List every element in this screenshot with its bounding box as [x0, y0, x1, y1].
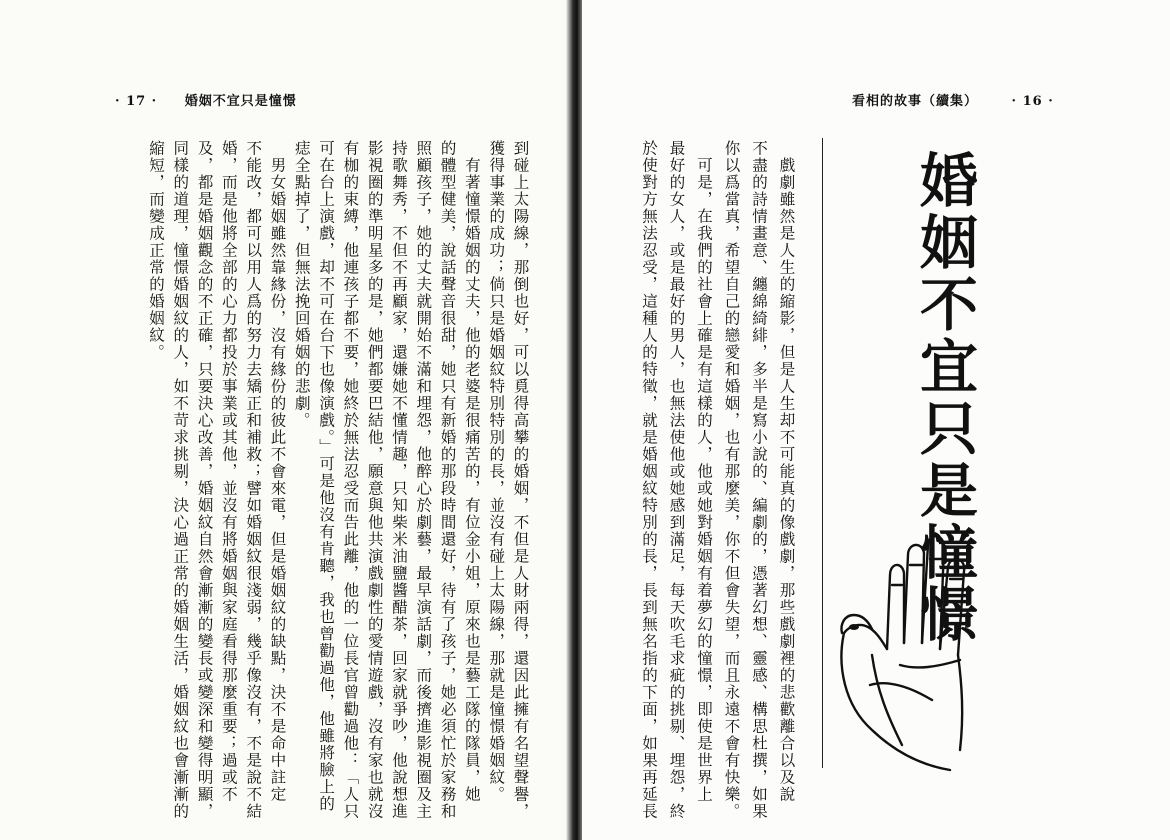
left-page-number: 17: [126, 94, 147, 109]
chapter-title-rule: [822, 138, 823, 768]
right-page-number: 16: [1022, 94, 1043, 109]
text-column: 你以爲當真，希望自己的戀愛和婚姻，也有那麼美，你不但會失望，而且永遠不會有快樂。: [722, 140, 741, 820]
left-page: [0, 0, 570, 840]
palm-illustration: [832, 515, 982, 775]
text-column: 痣全點掉了，但無法挽回婚姻的悲劇。: [292, 140, 311, 429]
text-column: 不能改，都可以用人爲的努力去矯正和補救；譬如婚姻紋很淺弱，幾乎像沒有，不是說不結: [244, 140, 263, 820]
text-column: 縮短，而變成正常的婚姻紋。: [147, 140, 165, 361]
text-column: 最好的女人，或是最好的男人，也無法使他或她感到滿足，每天吹毛求疵的挑剔、埋怨，終: [667, 140, 686, 820]
text-column: 婚，而是他將全部的心力都投於事業或其他，並沒有將婚姻與家庭看得那麼重要；過或不: [219, 140, 238, 803]
text-column: 的體型健美，說話聲音很甜，她只有新婚的那段時間還好，待有了孩子，她必須忙於家務和: [438, 140, 457, 820]
text-column: 持歌舞秀，不但不再顧家，還嫌她不懂情趣，只知柴米油鹽醬醋茶，回家就爭吵，他說想進: [390, 140, 408, 820]
left-running-title: 婚姻不宜只是憧憬: [184, 94, 297, 109]
text-column: 及，都是婚姻觀念的不正確，只要決心改善，婚姻紋自然會漸漸的變長或變深和變得明顯，: [195, 140, 214, 820]
text-column: 到碰上太陽線，那倒也好，可以覓得高攀的婚姻，不但是人財兩得，還因此擁有名望聲譽，: [511, 140, 530, 820]
left-page-header: · 17 · 婚姻不宜只是憧憬: [115, 94, 297, 109]
text-column: 於使對方無法忍受，這種人的特徵，就是婚姻紋特別的長，長到無名指的下面，如果再延長: [640, 140, 658, 820]
right-running-title: 看相的故事（續集）: [852, 94, 979, 109]
text-column: 可是，在我們的社會上確是有這樣的人，他或她對婚姻有着夢幻的憧憬，即使是世界上: [695, 140, 713, 803]
text-column: 可在台上演戲，却不可在台下也像演戲。」可是他沒有肯聽，我也曾勸過他，他雖將臉上的: [317, 140, 336, 813]
text-column: 不盡的詩情畫意、纏綿綺緋，多半是寫小說的、編劇的，憑著幻想、靈感、構思杜撰，如果: [750, 140, 768, 820]
right-page-header: 看相的故事（續集） · 16 ·: [852, 94, 1054, 109]
text-column: 戲劇雖然是人生的縮影，但是人生却不可能真的像戲劇，那些戲劇裡的悲歡離合以及說: [777, 140, 796, 803]
text-column: 影視圈的準明星多的是，她們都要巴結他，願意與他共演戲劇性的愛情遊戲，沒有家也就沒: [365, 140, 384, 820]
chapter-title: 婚姻不宜只是憧憬: [910, 150, 978, 646]
text-column: 同樣的道理，憧憬婚姻紋的人，如不苛求挑剔，決心過正常的婚姻生活，婚姻紋也會漸漸的: [171, 140, 190, 820]
text-column: 有著憧憬婚姻的丈夫，他的老婆是很痛苦的，有位金小姐，原來也是藝工隊的隊員，她: [462, 140, 481, 803]
text-column: 獲得事業的成功；倘只是婚姻紋特別特別的長，並沒有碰上太陽線，那就是憧憬婚姻紋。: [487, 140, 506, 803]
text-column: 男女婚姻雖然靠緣份，沒有緣份的彼此不會來電，但是婚姻紋的缺點，決不是命中註定: [268, 140, 287, 803]
text-column: 照顧孩子，她的丈夫就開始不滿和埋怨，他醉心於劇藝，最早演話劇，而後擠進影視圈及主: [414, 140, 433, 820]
text-column: 有枷的束縛，他連孩子都不要，她終於無法忍受而告此離，他的一位長官曾勸過他：「人只: [341, 140, 360, 820]
